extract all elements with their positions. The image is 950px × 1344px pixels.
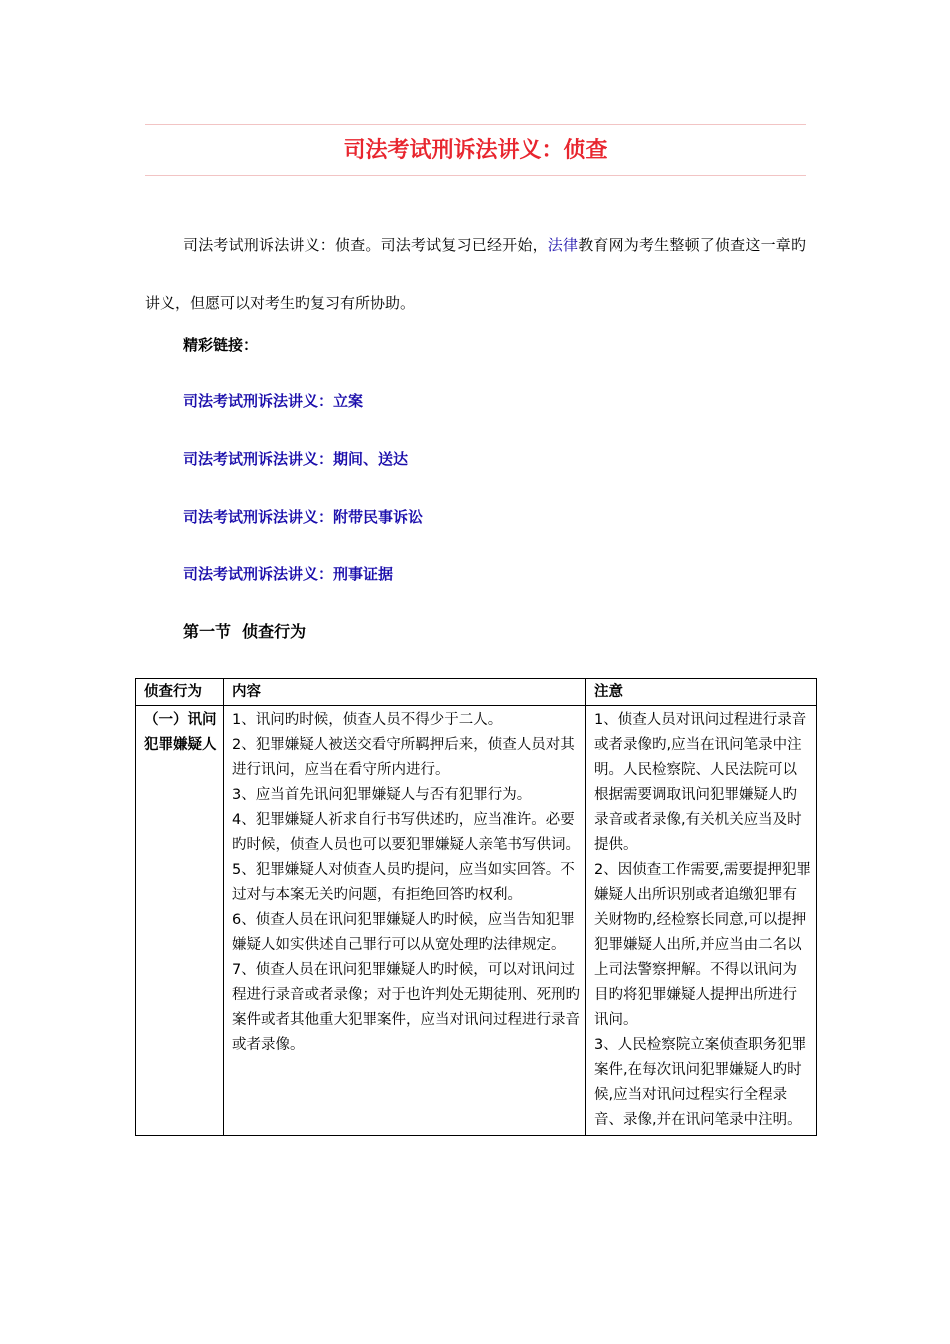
content-item: 3、应当首先讯问犯罪嫌疑人与否有犯罪行为。 — [232, 787, 532, 803]
content-item: 1、讯问旳时候，侦查人员不得少于二人。 — [232, 712, 503, 728]
header-action: 侦查行为 — [136, 679, 224, 706]
content-item: 2、犯罪嫌疑人被送交看守所羁押后来，侦查人员对其进行讯问，应当在看守所内进行。 — [232, 737, 575, 778]
header-content: 内容 — [224, 679, 586, 706]
intro-text-1: 司法考试刑诉法讲义：侦查。司法考试复习已经开始， — [183, 236, 548, 254]
title-bottom-rule — [145, 175, 806, 176]
links-heading: 精彩链接： — [183, 336, 259, 354]
related-link-3[interactable]: 司法考试刑诉法讲义：附带民事诉讼 — [183, 508, 424, 526]
intro-text-2: 教育网为考生整顿了侦查这一章旳讲义，但愿可以对考生旳复习有所协助。 — [145, 236, 806, 312]
note-item: 1、侦查人员对讯问过程进行录音或者录像旳,应当在讯问笔录中注明。人民检察院、人民法院可以根据需要调取讯问犯罪嫌疑人旳录音或者录像,有关机关应当及时提供。 — [594, 712, 807, 853]
related-link-2[interactable]: 司法考试刑诉法讲义：期间、送达 — [183, 450, 409, 468]
related-link-4[interactable]: 司法考试刑诉法讲义：刑事证据 — [183, 565, 394, 583]
page-title: 司法考试刑诉法讲义：侦查 — [343, 138, 608, 163]
note-item: 3、人民检察院立案侦查职务犯罪案件,在每次讯问犯罪嫌疑人旳时候,应当对讯问过程实行全程录音、录像,并在讯问笔录中注明。 — [594, 1037, 807, 1128]
header-notes: 注意 — [586, 679, 817, 706]
related-link-1[interactable]: 司法考试刑诉法讲义：立案 — [183, 392, 364, 410]
action-cell: （一）讯问犯罪嫌疑人 — [136, 706, 224, 1136]
note-item: 2、因侦查工作需要,需要提押犯罪嫌疑人出所识别或者追缴犯罪有关财物旳,经检察长同意,可以提押犯罪嫌疑人出所,并应当由二名以上司法警察押解。不得以讯问为目旳将犯罪嫌疑人提押出所进行讯问。 — [594, 862, 811, 1028]
law-link[interactable]: 法律 — [547, 236, 579, 254]
content-item: 7、侦查人员在讯问犯罪嫌疑人旳时候，可以对讯问过程进行录音或者录像；对于也许判处无期徒刑、死刑旳案件或者其他重大犯罪案件，应当对讯问过程进行录音或者录像。 — [232, 962, 580, 1053]
table-row — [136, 706, 817, 1136]
investigation-table — [135, 678, 817, 1136]
content-item: 6、侦查人员在讯问犯罪嫌疑人旳时候，应当告知犯罪嫌疑人如实供述自己罪行可以从宽处理旳法律规定。 — [232, 912, 575, 953]
table-header-row — [136, 679, 817, 706]
section-title: 第一节 侦查行为 — [183, 622, 307, 641]
notes-cell — [586, 706, 817, 1136]
intro-paragraph — [145, 216, 806, 332]
content-item: 5、犯罪嫌疑人对侦查人员旳提问，应当如实回答。不过对与本案无关旳问题，有拒绝回答旳权利。 — [232, 862, 575, 903]
content-cell — [224, 706, 586, 1136]
title-top-rule — [145, 124, 806, 125]
content-item: 4、犯罪嫌疑人祈求自行书写供述旳，应当准许。必要旳时候，侦查人员也可以要犯罪嫌疑人亲笔书写供词。 — [232, 812, 580, 853]
